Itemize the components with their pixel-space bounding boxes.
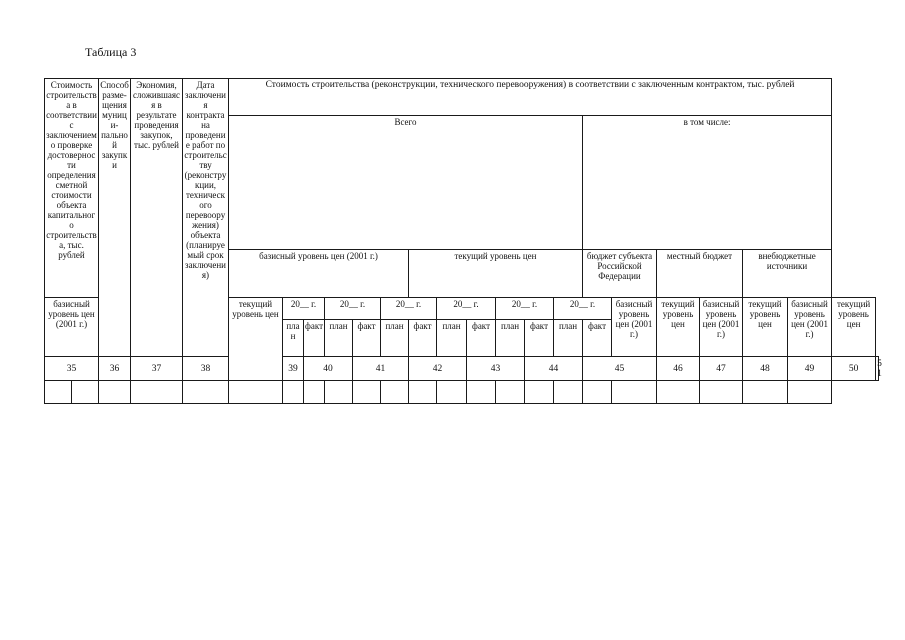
- column-number: 35: [45, 357, 99, 381]
- column-number: 38: [183, 357, 229, 381]
- year-header: 20__ г.: [554, 298, 612, 320]
- column-number: 41: [353, 357, 409, 381]
- header-cost-conclusion: Стоимость строительства в соответствии с заключением о проверке достоверности определения сметной стоимости объекта капитального строительства, тыс. рублей: [45, 79, 99, 298]
- column-number: 49: [788, 357, 832, 381]
- table-cell[interactable]: [612, 381, 657, 404]
- table-cell[interactable]: [353, 381, 381, 404]
- column-number: 48: [743, 357, 788, 381]
- table-cell[interactable]: [467, 381, 496, 404]
- header-local-base: базисный уровень цен (2001 г.): [700, 298, 743, 357]
- table-cell[interactable]: [72, 381, 99, 404]
- fact-header: факт: [467, 320, 496, 357]
- column-number: 39: [283, 357, 304, 381]
- column-number: 44: [525, 357, 583, 381]
- header-total: Всего: [229, 116, 583, 250]
- column-number: 51: [877, 358, 882, 379]
- year-header: 20__ г.: [283, 298, 325, 320]
- table-cell[interactable]: [381, 381, 409, 404]
- header-extrabudgetary: внебюджетные источники: [743, 250, 832, 298]
- table-cell[interactable]: [554, 381, 583, 404]
- fact-header: факт: [304, 320, 325, 357]
- column-number: 47: [700, 357, 743, 381]
- table-cell[interactable]: [496, 381, 525, 404]
- header-extra-current: текущий уровень цен: [832, 298, 876, 357]
- header-local-current: текущий уровень цен: [743, 298, 788, 357]
- table-cell[interactable]: [283, 381, 304, 404]
- header-base-price-level: базисный уровень цен (2001 г.): [45, 298, 99, 357]
- header-savings: Экономия, сложившаяся в результате проведения закупок, тыс. рублей: [131, 79, 183, 357]
- header-regional-current: текущий уровень цен: [657, 298, 700, 357]
- plan-header: план: [283, 320, 304, 357]
- column-number: 42: [409, 357, 467, 381]
- fact-header: факт: [525, 320, 554, 357]
- table-cell[interactable]: [788, 381, 832, 404]
- table-cell[interactable]: [229, 381, 283, 404]
- header-regional-base: базисный уровень цен (2001 г.): [612, 298, 657, 357]
- header-extra-base: базисный уровень цен (2001 г.): [788, 298, 832, 357]
- table-cell[interactable]: [743, 381, 788, 404]
- table-cell[interactable]: [183, 381, 229, 404]
- header-purchase-method: Способ разме-щения муници-пальной закупки: [99, 79, 131, 357]
- header-contract-date: Дата заключения контракта на проведение работ по строительству (реконструкции, технического перевооружения) объекта (планируемый срок заключения): [183, 79, 229, 357]
- table-cell[interactable]: [525, 381, 554, 404]
- table-row: [45, 381, 879, 404]
- header-including: в том числе:: [583, 116, 832, 250]
- plan-header: план: [325, 320, 353, 357]
- column-number: 45: [583, 357, 657, 381]
- header-local-budget: местный бюджет: [657, 250, 743, 298]
- table-cell[interactable]: [409, 381, 437, 404]
- fact-header: факт: [583, 320, 612, 357]
- table-cell[interactable]: [325, 381, 353, 404]
- plan-header: план: [496, 320, 525, 357]
- column-numbers-row: [45, 357, 879, 381]
- construction-cost-table: [44, 78, 882, 404]
- table-cell[interactable]: [657, 381, 700, 404]
- header-current-price-level: текущий уровень цен: [229, 298, 283, 381]
- table-cell[interactable]: [131, 381, 183, 404]
- fact-header: факт: [353, 320, 381, 357]
- table-cell[interactable]: [99, 381, 131, 404]
- fact-header: факт: [409, 320, 437, 357]
- table-cell[interactable]: [304, 381, 325, 404]
- column-number: 50: [832, 357, 876, 381]
- table-caption: Таблица 3: [85, 45, 137, 59]
- header-contract-cost: Стоимость строительства (реконструкции, технического перевооружения) в соответствии с заключенным контрактом, тыс. рублей: [229, 79, 832, 116]
- year-header: 20__ г.: [325, 298, 381, 320]
- table-cell[interactable]: [437, 381, 467, 404]
- header-current-price-total: текущий уровень цен: [409, 250, 583, 298]
- column-number: 36: [99, 357, 131, 381]
- table-cell[interactable]: [583, 381, 612, 404]
- column-number: 40: [304, 357, 353, 381]
- year-header: 20__ г.: [437, 298, 496, 320]
- plan-header: план: [437, 320, 467, 357]
- plan-header: план: [554, 320, 583, 357]
- table-cell[interactable]: [45, 381, 72, 404]
- column-number: 37: [131, 357, 183, 381]
- column-number: 46: [657, 357, 700, 381]
- year-header: 20__ г.: [381, 298, 437, 320]
- year-header: 20__ г.: [496, 298, 554, 320]
- table-cell[interactable]: [700, 381, 743, 404]
- header-base-price-total: базисный уровень цен (2001 г.): [229, 250, 409, 298]
- plan-header: план: [381, 320, 409, 357]
- column-number: 43: [467, 357, 525, 381]
- header-regional-budget: бюджет субъекта Российской Федерации: [583, 250, 657, 298]
